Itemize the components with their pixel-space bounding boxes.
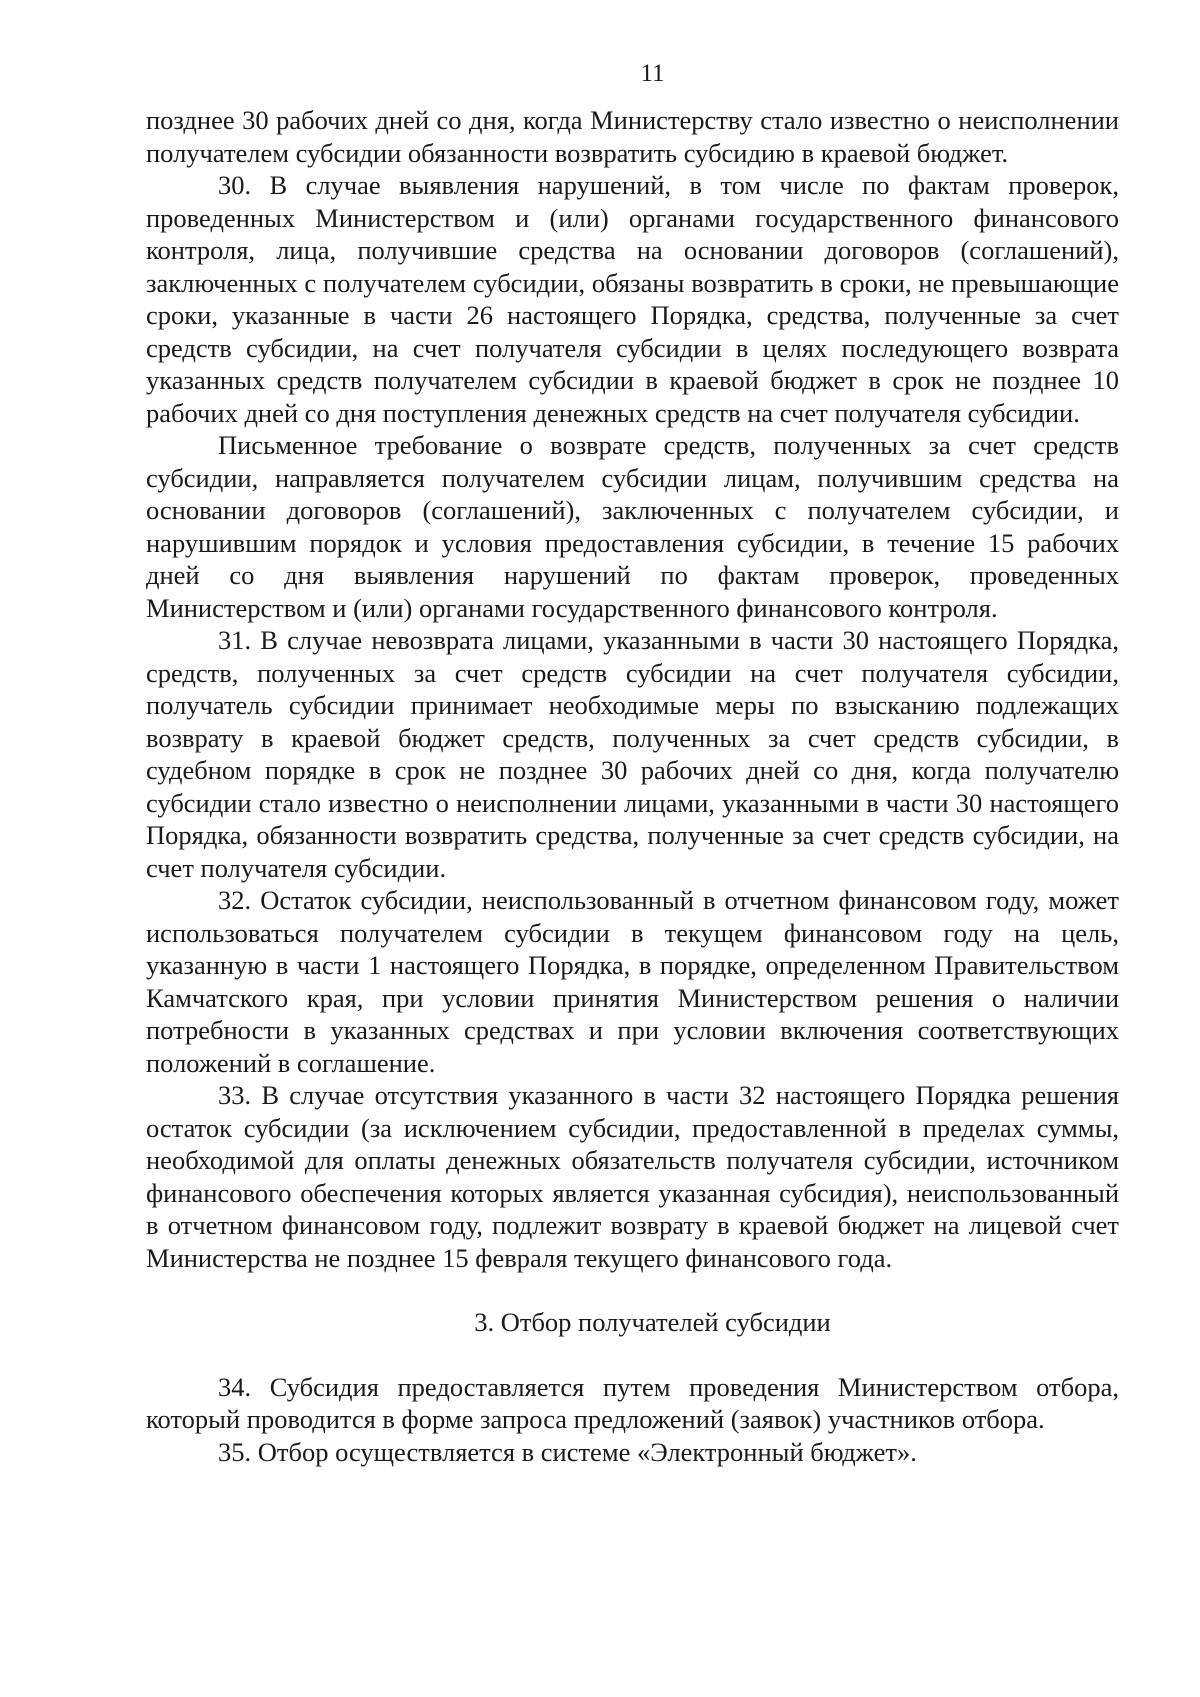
page-number: 11 xyxy=(640,60,665,87)
paragraph-32: 32. Остаток субсидии, неиспользованный в отчетном финансовом году, может использоваться получателем субсидии в текущем финансовом году на цель, указанную в части 1 настоящего Порядка, в порядке, определенном Правительством Камчатского края, при условии принятия Министерством решения о наличии потребности в указанных средствах и при условии включения соответствующих положений в соглашение. xyxy=(146,885,1119,1078)
paragraph-continuation: позднее 30 рабочих дней со дня, когда Министерству стало известно о неисполнении получателем субсидии обязанности возвратить субсидию в краевой бюджет. xyxy=(146,105,1119,168)
paragraph-30: 30. В случае выявления нарушений, в том числе по фактам проверок, проведенных Министерством и (или) органами государственного финансового контроля, лица, получившие средства на основании договоров (соглашений), заключенных с получателем субсидии, обязаны возвратить в сроки, не превышающие сроки, указанные в части 26 настоящего Порядка, средства, полученные за счет средств субсидии, на счет получателя субсидии в целях последующего возврата указанных средств получателем субсидии в краевой бюджет в срок не позднее 10 рабочих дней со дня поступления денежных средств на счет получателя субсидии. xyxy=(146,170,1119,428)
paragraph-written-demand: Письменное требование о возврате средств, полученных за счет средств субсидии, направляется получателем субсидии лицам, получившим средства на основании договоров (соглашений), заключенных с получателем субсидии, и нарушившим порядок и условия предоставления субсидии, в течение 15 рабочих дней со дня выявления нарушений по фактам проверок, проведенных Министерством и (или) органами государственного финансового контроля. xyxy=(146,430,1119,623)
paragraphs-bottom xyxy=(146,1371,1119,1469)
paragraph-31: 31. В случае невозврата лицами, указанными в части 30 настоящего Порядка, средств, полученных за счет средств субсидии на счет получателя субсидии, получатель субсидии принимает необходимые меры по взысканию подлежащих возврату в краевой бюджет средств, полученных за счет средств субсидии, в судебном порядке в срок не позднее 30 рабочих дней со дня, когда получателю субсидии стало известно о неисполнении лицами, указанными в части 30 настоящего Порядка, обязанности возвратить средства, полученные за счет средств субсидии, на счет получателя субсидии. xyxy=(146,625,1119,883)
paragraph-35: 35. Отбор осуществляется в системе «Электронный бюджет». xyxy=(218,1436,917,1467)
paragraphs-top xyxy=(146,104,1119,1274)
paragraph-33: 33. В случае отсутствия указанного в части 32 настоящего Порядка решения остаток субсидии (за исключением субсидии, предоставленной в пределах суммы, необходимой для оплаты денежных обязательств получателя субсидии, источником финансового обеспечения которых является указанная субсидия), неиспользованный в отчетном финансовом году, подлежит возврату в краевой бюджет на лицевой счет Министерства не позднее 15 февраля текущего финансового года. xyxy=(146,1080,1119,1273)
document-page xyxy=(146,58,1119,1468)
section-title: 3. Отбор получателей субсидии xyxy=(474,1307,831,1337)
paragraph-34: 34. Субсидия предоставляется путем проведения Министерством отбора, который проводится в форме запроса предложений (заявок) участников отбора. xyxy=(146,1371,1119,1434)
